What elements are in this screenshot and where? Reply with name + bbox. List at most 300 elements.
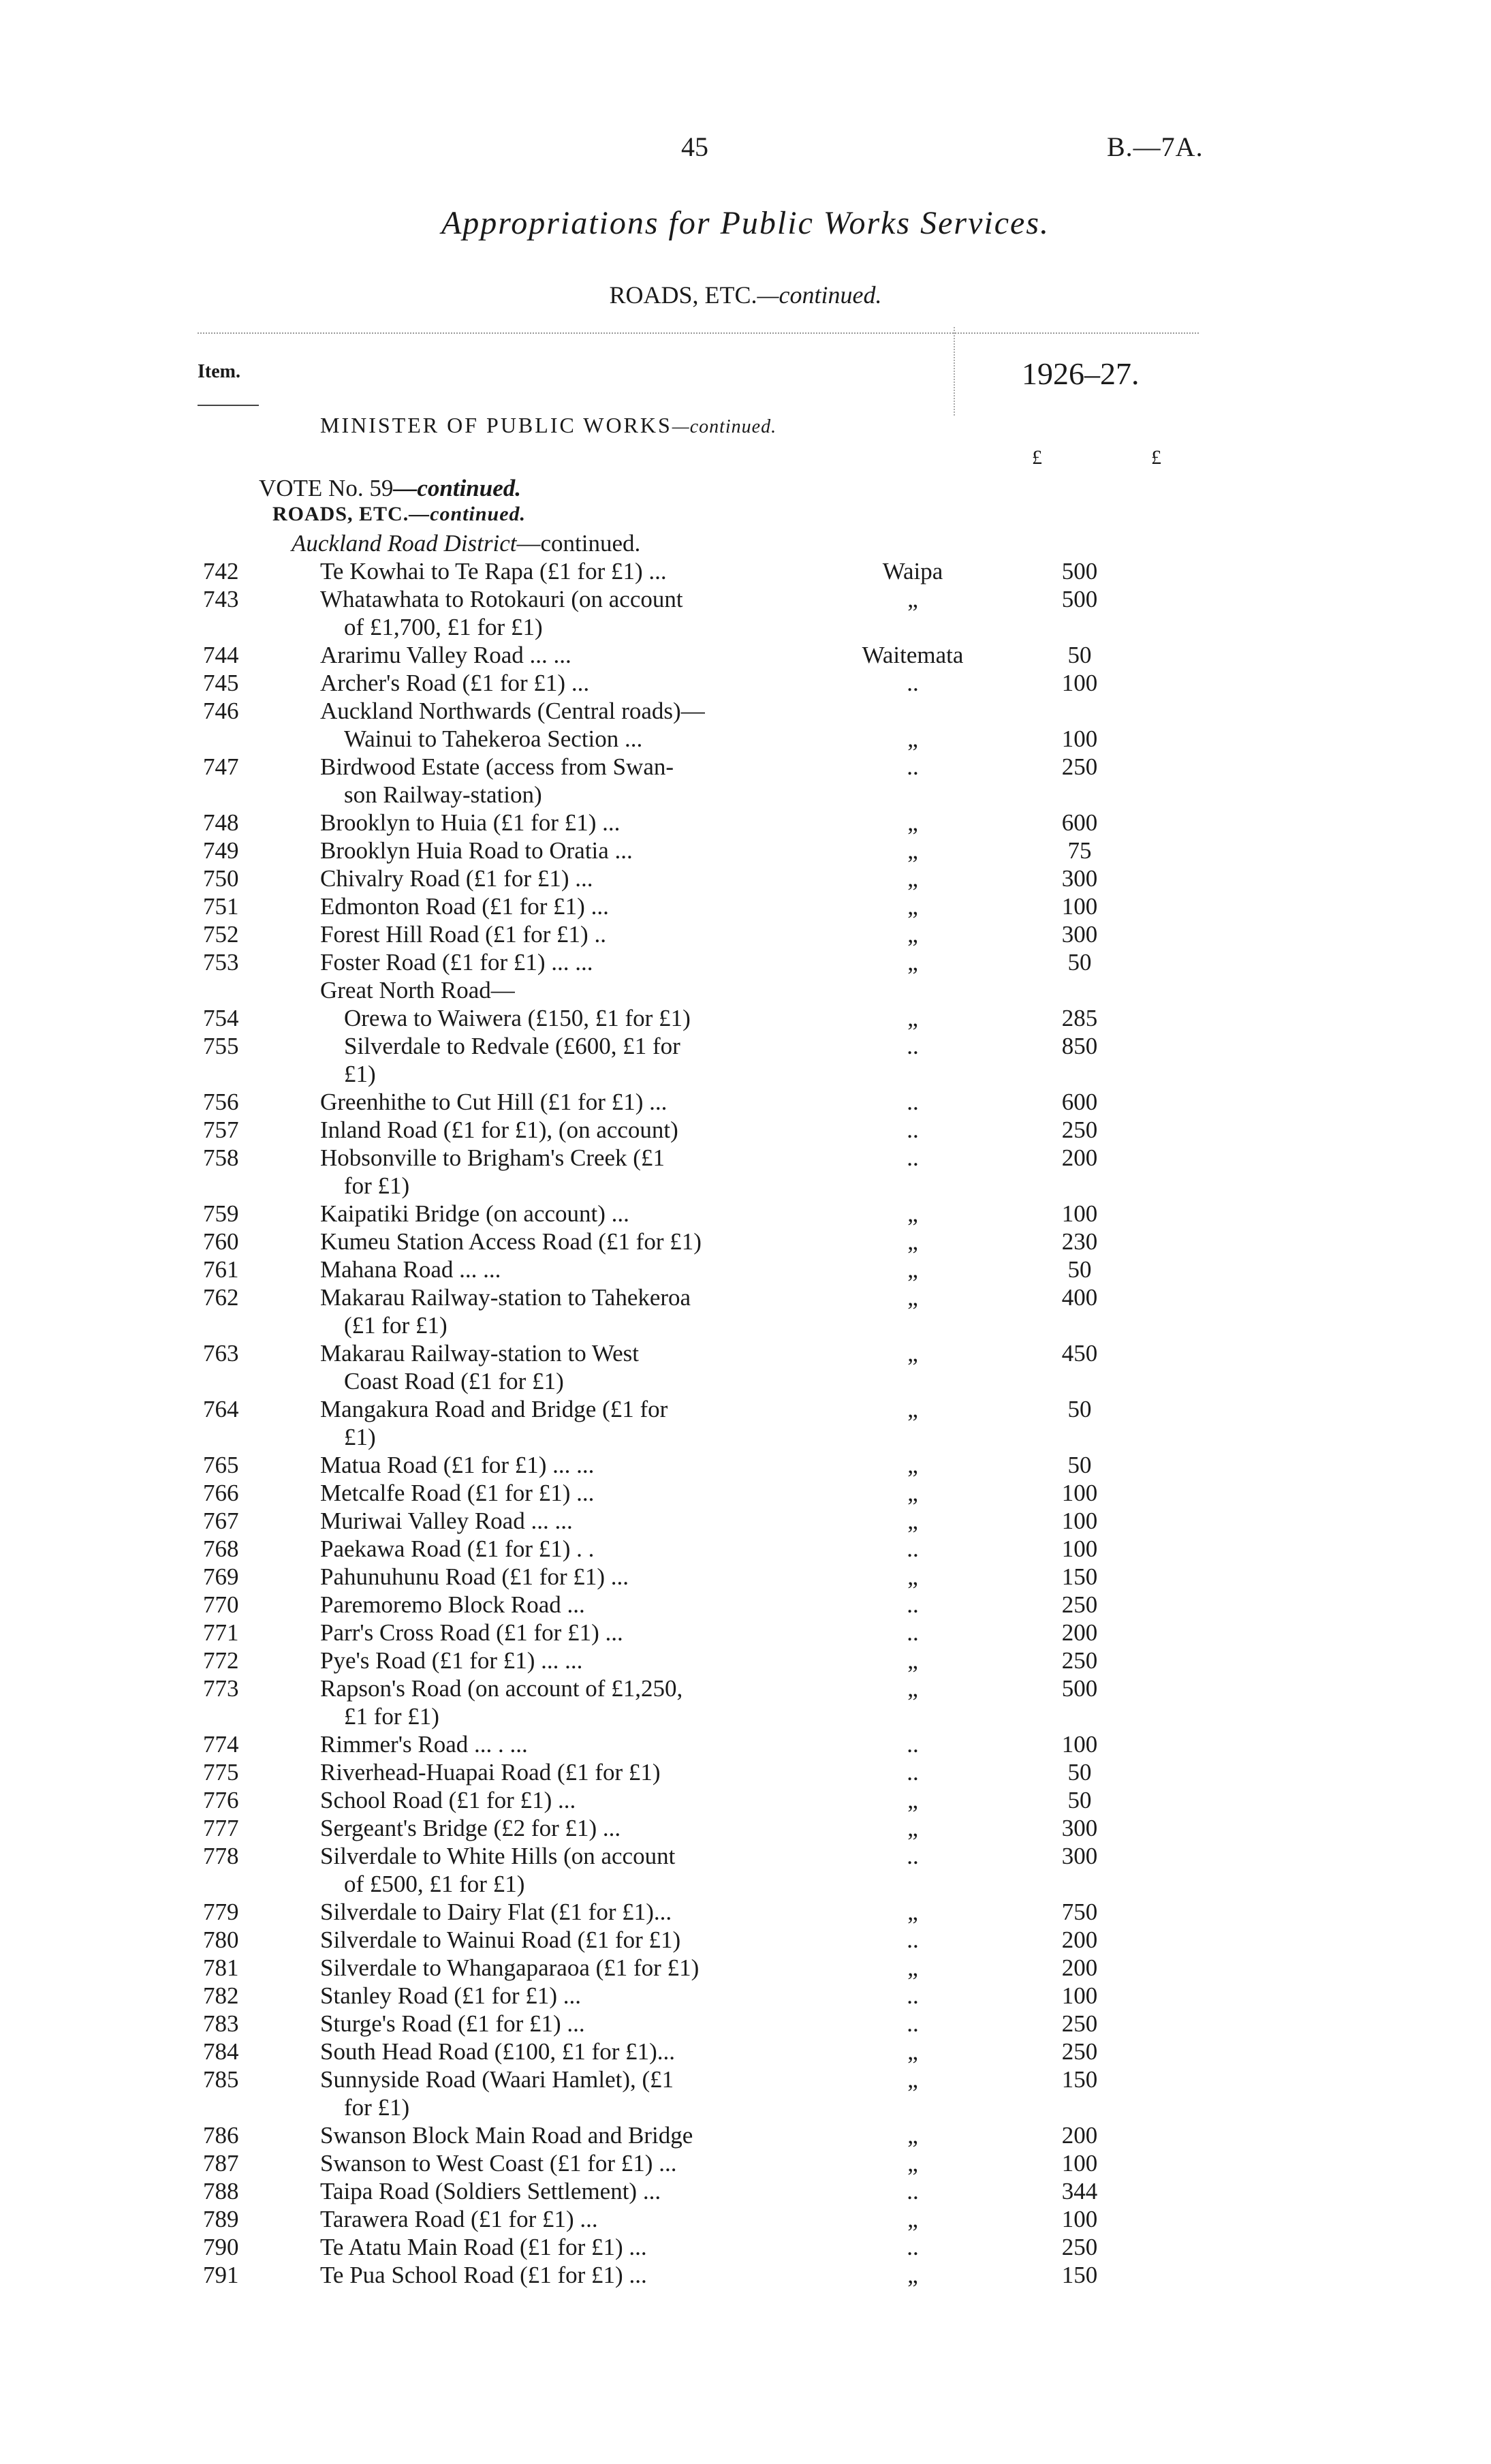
district-name: Auckland Road District xyxy=(292,530,517,557)
amount: 400 xyxy=(1061,1284,1098,1311)
table-row xyxy=(0,1283,1491,1311)
amount: 300 xyxy=(1061,1843,1098,1869)
item-description: Paremoremo Block Road ... xyxy=(320,1591,585,1618)
table-row xyxy=(0,1339,1491,1367)
amount: 100 xyxy=(1061,1508,1098,1534)
table-row xyxy=(0,1982,1491,2010)
road-district: „ xyxy=(907,2038,918,2065)
item-number: 778 xyxy=(203,1843,239,1869)
ministry-name: MINISTER OF PUBLIC WORKS xyxy=(320,413,672,437)
road-district: Waitemata xyxy=(862,642,964,668)
item-description: Sturge's Road (£1 for £1) ... xyxy=(320,2010,585,2037)
table-row xyxy=(0,641,1491,669)
amount: 100 xyxy=(1061,2150,1098,2177)
road-district: .. xyxy=(907,2234,919,2260)
table-row xyxy=(0,725,1491,753)
item-number: 776 xyxy=(203,1787,239,1813)
item-number: 791 xyxy=(203,2262,239,2288)
road-district: .. xyxy=(907,1982,919,2009)
amount: 250 xyxy=(1061,1117,1098,1143)
item-description: Metcalfe Road (£1 for £1) ... xyxy=(320,1480,595,1506)
item-number: 762 xyxy=(203,1284,239,1311)
item-description: Silverdale to Wainui Road (£1 for £1) xyxy=(320,1927,681,1953)
page-number: 45 xyxy=(681,131,708,162)
table-row xyxy=(0,2177,1491,2205)
table-row xyxy=(0,1172,1491,1200)
item-number: 779 xyxy=(203,1899,239,1925)
table-row xyxy=(0,697,1491,725)
table-row xyxy=(0,1898,1491,1926)
road-district: „ xyxy=(907,837,918,864)
item-description: Te Atatu Main Road (£1 for £1) ... xyxy=(320,2234,647,2260)
road-district: .. xyxy=(907,1731,919,1758)
item-description: for £1) xyxy=(344,2094,410,2121)
item-description: Hobsonville to Brigham's Creek (£1 xyxy=(320,1144,665,1171)
road-district: .. xyxy=(907,670,919,696)
amount: 50 xyxy=(1067,1396,1092,1422)
amount: 600 xyxy=(1061,1089,1098,1115)
item-description: Mangakura Road and Bridge (£1 for xyxy=(320,1396,668,1422)
amount: 250 xyxy=(1061,1591,1098,1618)
item-description: Silverdale to Dairy Flat (£1 for £1)... xyxy=(320,1899,672,1925)
road-district: „ xyxy=(907,1284,918,1311)
item-number: 753 xyxy=(203,949,239,976)
amount: 250 xyxy=(1061,2234,1098,2260)
road-district: .. xyxy=(907,1843,919,1869)
amount: 100 xyxy=(1061,670,1098,696)
amount: 500 xyxy=(1061,1675,1098,1702)
item-description: Wainui to Tahekeroa Section ... xyxy=(344,726,643,752)
item-description: Riverhead-Huapai Road (£1 for £1) xyxy=(320,1759,661,1785)
item-number: 783 xyxy=(203,2010,239,2037)
road-district: „ xyxy=(907,1340,918,1367)
item-description: Orewa to Waiwera (£150, £1 for £1) xyxy=(344,1005,691,1031)
year-column-header: 1926–27. xyxy=(1022,356,1140,391)
item-description: Auckland Northwards (Central roads)— xyxy=(320,698,705,724)
amount: 100 xyxy=(1061,1982,1098,2009)
amount: 500 xyxy=(1061,586,1098,612)
section-continued: —continued. xyxy=(757,281,882,309)
amount: 344 xyxy=(1061,2178,1098,2204)
road-district: „ xyxy=(907,2150,918,2177)
amount: 50 xyxy=(1067,1256,1092,1283)
column-rule xyxy=(954,327,955,416)
road-district: „ xyxy=(907,865,918,892)
roads-continued: —continued. xyxy=(409,503,527,525)
item-description: Greenhithe to Cut Hill (£1 for £1) ... xyxy=(320,1089,668,1115)
amount: 500 xyxy=(1061,558,1098,584)
amount: 250 xyxy=(1061,1647,1098,1674)
item-number: 784 xyxy=(203,2038,239,2065)
road-district: „ xyxy=(907,949,918,976)
amount: 200 xyxy=(1061,1619,1098,1646)
item-description: Brooklyn to Huia (£1 for £1) ... xyxy=(320,809,621,836)
item-number: 780 xyxy=(203,1927,239,1953)
amount: 250 xyxy=(1061,753,1098,780)
road-district: „ xyxy=(907,726,918,752)
item-header-rule xyxy=(198,405,259,406)
item-number: 751 xyxy=(203,893,239,920)
item-number: 786 xyxy=(203,2122,239,2149)
item-number: 756 xyxy=(203,1089,239,1115)
item-description: Foster Road (£1 for £1) ... ... xyxy=(320,949,593,976)
table-row xyxy=(0,1116,1491,1144)
road-district: „ xyxy=(907,1396,918,1422)
item-description: Pahunuhunu Road (£1 for £1) ... xyxy=(320,1563,629,1590)
item-description: Whatawhata to Rotokauri (on account xyxy=(320,586,683,612)
item-number: 787 xyxy=(203,2150,239,2177)
item-number: 754 xyxy=(203,1005,239,1031)
item-description: Silverdale to White Hills (on account xyxy=(320,1843,676,1869)
table-row xyxy=(0,1479,1491,1507)
item-description: Archer's Road (£1 for £1) ... xyxy=(320,670,590,696)
item-number: 749 xyxy=(203,837,239,864)
table-row xyxy=(0,2233,1491,2261)
table-row xyxy=(0,2121,1491,2149)
amount: 100 xyxy=(1061,726,1098,752)
table-row xyxy=(0,1004,1491,1032)
road-district: „ xyxy=(907,1480,918,1506)
table-row xyxy=(0,809,1491,837)
item-number: 782 xyxy=(203,1982,239,2009)
road-district: „ xyxy=(907,1563,918,1590)
table-row xyxy=(0,1060,1491,1088)
vote-continued: —continued. xyxy=(393,475,522,501)
table-row xyxy=(0,1200,1491,1228)
item-description: Sergeant's Bridge (£2 for £1) ... xyxy=(320,1815,621,1841)
currency-symbol-2: £ xyxy=(1151,446,1161,469)
amount: 285 xyxy=(1061,1005,1098,1031)
amount: 300 xyxy=(1061,1815,1098,1841)
table-row xyxy=(0,753,1491,781)
item-description: £1) xyxy=(344,1061,376,1087)
amount: 100 xyxy=(1061,2206,1098,2232)
item-description: Kumeu Station Access Road (£1 for £1) xyxy=(320,1228,702,1255)
ministry-continued: —continued. xyxy=(672,416,777,437)
amount: 100 xyxy=(1061,1480,1098,1506)
road-district: „ xyxy=(907,1815,918,1841)
header-rule xyxy=(198,332,1199,334)
road-district: .. xyxy=(907,1033,919,1059)
amount: 300 xyxy=(1061,865,1098,892)
table-row xyxy=(0,1088,1491,1116)
section-heading xyxy=(0,281,1491,309)
item-description: Great North Road— xyxy=(320,977,515,1003)
item-description: for £1) xyxy=(344,1172,410,1199)
item-description: £1 for £1) xyxy=(344,1703,439,1730)
table-row xyxy=(0,1758,1491,1786)
amount: 100 xyxy=(1061,1200,1098,1227)
item-description: of £1,700, £1 for £1) xyxy=(344,614,543,640)
table-row xyxy=(0,1256,1491,1283)
table-row xyxy=(0,1619,1491,1647)
item-number: 757 xyxy=(203,1117,239,1143)
table-row xyxy=(0,669,1491,697)
item-number: 785 xyxy=(203,2066,239,2093)
road-district: Waipa xyxy=(882,558,943,584)
table-row xyxy=(0,948,1491,976)
road-district: „ xyxy=(907,1200,918,1227)
road-district: .. xyxy=(907,1619,919,1646)
district-heading xyxy=(292,530,640,557)
road-district: .. xyxy=(907,1927,919,1953)
table-row xyxy=(0,837,1491,864)
appropriations-table xyxy=(0,557,1491,2289)
item-number: 755 xyxy=(203,1033,239,1059)
item-description: Inland Road (£1 for £1), (on account) xyxy=(320,1117,678,1143)
document-reference: B.—7A. xyxy=(1107,131,1204,162)
table-row xyxy=(0,1702,1491,1730)
item-description: Rapson's Road (on account of £1,250, xyxy=(320,1675,683,1702)
item-number: 750 xyxy=(203,865,239,892)
road-district: .. xyxy=(907,1591,919,1618)
item-number: 790 xyxy=(203,2234,239,2260)
item-number: 770 xyxy=(203,1591,239,1618)
table-row xyxy=(0,1144,1491,1172)
amount: 150 xyxy=(1061,2262,1098,2288)
table-row xyxy=(0,1842,1491,1870)
item-number: 759 xyxy=(203,1200,239,1227)
table-row xyxy=(0,2093,1491,2121)
table-row xyxy=(0,1814,1491,1842)
district-continued: —continued. xyxy=(516,530,641,557)
item-number: 772 xyxy=(203,1647,239,1674)
road-district: „ xyxy=(907,1647,918,1674)
amount: 50 xyxy=(1067,1452,1092,1478)
road-district: „ xyxy=(907,2262,918,2288)
item-description: Makarau Railway-station to West xyxy=(320,1340,639,1367)
table-row xyxy=(0,2261,1491,2289)
table-row xyxy=(0,1367,1491,1395)
table-row xyxy=(0,1563,1491,1591)
table-row xyxy=(0,1507,1491,1535)
item-number: 760 xyxy=(203,1228,239,1255)
road-district: „ xyxy=(907,2122,918,2149)
item-description: Makarau Railway-station to Tahekeroa xyxy=(320,1284,691,1311)
item-description: Rimmer's Road ... . ... xyxy=(320,1731,528,1758)
item-number: 748 xyxy=(203,809,239,836)
table-row xyxy=(0,2149,1491,2177)
vote-label: VOTE No. 59 xyxy=(259,475,394,501)
item-description: Forest Hill Road (£1 for £1) .. xyxy=(320,921,606,948)
table-row xyxy=(0,2205,1491,2233)
road-district: .. xyxy=(907,1089,919,1115)
amount: 50 xyxy=(1067,642,1092,668)
item-description: Edmonton Road (£1 for £1) ... xyxy=(320,893,609,920)
amount: 250 xyxy=(1061,2010,1098,2037)
item-description: Brooklyn Huia Road to Oratia ... xyxy=(320,837,633,864)
table-row xyxy=(0,1786,1491,1814)
item-number: 761 xyxy=(203,1256,239,1283)
item-description: Pye's Road (£1 for £1) ... ... xyxy=(320,1647,583,1674)
item-description: School Road (£1 for £1) ... xyxy=(320,1787,576,1813)
table-row xyxy=(0,1730,1491,1758)
item-description: Matua Road (£1 for £1) ... ... xyxy=(320,1452,595,1478)
item-number: 763 xyxy=(203,1340,239,1367)
table-row xyxy=(0,1423,1491,1451)
road-district: „ xyxy=(907,1675,918,1702)
table-row xyxy=(0,1395,1491,1423)
section-name: ROADS, ETC. xyxy=(609,281,757,309)
table-row xyxy=(0,976,1491,1004)
item-number: 765 xyxy=(203,1452,239,1478)
amount: 50 xyxy=(1067,949,1092,976)
item-number: 766 xyxy=(203,1480,239,1506)
amount: 200 xyxy=(1061,1927,1098,1953)
road-district: .. xyxy=(907,1144,919,1171)
item-number: 775 xyxy=(203,1759,239,1785)
road-district: „ xyxy=(907,1452,918,1478)
item-number: 768 xyxy=(203,1535,239,1562)
amount: 200 xyxy=(1061,1144,1098,1171)
road-district: .. xyxy=(907,2178,919,2204)
item-description: Coast Road (£1 for £1) xyxy=(344,1368,564,1394)
item-description: South Head Road (£100, £1 for £1)... xyxy=(320,2038,676,2065)
item-description: £1) xyxy=(344,1424,376,1450)
item-number: 788 xyxy=(203,2178,239,2204)
road-district: „ xyxy=(907,893,918,920)
road-district: „ xyxy=(907,586,918,612)
item-number: 752 xyxy=(203,921,239,948)
amount: 600 xyxy=(1061,809,1098,836)
amount: 150 xyxy=(1061,2066,1098,2093)
table-row xyxy=(0,1451,1491,1479)
item-number: 742 xyxy=(203,558,239,584)
amount: 750 xyxy=(1061,1899,1098,1925)
table-row xyxy=(0,1591,1491,1619)
road-district: .. xyxy=(907,2010,919,2037)
amount: 850 xyxy=(1061,1033,1098,1059)
item-number: 764 xyxy=(203,1396,239,1422)
table-row xyxy=(0,1674,1491,1702)
road-district: „ xyxy=(907,921,918,948)
item-description: Taipa Road (Soldiers Settlement) ... xyxy=(320,2178,661,2204)
item-number: 758 xyxy=(203,1144,239,1171)
table-row xyxy=(0,1954,1491,1982)
item-number: 777 xyxy=(203,1815,239,1841)
item-number: 774 xyxy=(203,1731,239,1758)
road-district: „ xyxy=(907,2206,918,2232)
road-district: .. xyxy=(907,1535,919,1562)
table-row xyxy=(0,864,1491,892)
road-district: .. xyxy=(907,1117,919,1143)
item-column-header: Item. xyxy=(198,361,240,382)
table-row xyxy=(0,920,1491,948)
item-description: Paekawa Road (£1 for £1) . . xyxy=(320,1535,595,1562)
item-description: of £500, £1 for £1) xyxy=(344,1871,525,1897)
amount: 50 xyxy=(1067,1759,1092,1785)
item-number: 789 xyxy=(203,2206,239,2232)
road-district: „ xyxy=(907,1228,918,1255)
table-row xyxy=(0,1647,1491,1674)
item-description: Stanley Road (£1 for £1) ... xyxy=(320,1982,581,2009)
table-row xyxy=(0,1535,1491,1563)
item-description: Silverdale to Redvale (£600, £1 for xyxy=(344,1033,680,1059)
table-row xyxy=(0,613,1491,641)
table-row xyxy=(0,892,1491,920)
road-district: .. xyxy=(907,753,919,780)
item-description: Te Pua School Road (£1 for £1) ... xyxy=(320,2262,647,2288)
table-row xyxy=(0,2010,1491,2038)
item-number: 769 xyxy=(203,1563,239,1590)
table-row xyxy=(0,585,1491,613)
roads-label: ROADS, ETC. xyxy=(272,503,409,525)
road-district: „ xyxy=(907,809,918,836)
ministry-heading xyxy=(320,413,776,438)
amount: 100 xyxy=(1061,893,1098,920)
amount: 50 xyxy=(1067,1787,1092,1813)
item-description: Muriwai Valley Road ... ... xyxy=(320,1508,573,1534)
amount: 250 xyxy=(1061,2038,1098,2065)
table-row xyxy=(0,2065,1491,2093)
item-number: 771 xyxy=(203,1619,239,1646)
amount: 75 xyxy=(1067,837,1092,864)
item-description: Mahana Road ... ... xyxy=(320,1256,501,1283)
item-description: Tarawera Road (£1 for £1) ... xyxy=(320,2206,598,2232)
item-description: Parr's Cross Road (£1 for £1) ... xyxy=(320,1619,623,1646)
amount: 450 xyxy=(1061,1340,1098,1367)
road-district: „ xyxy=(907,2066,918,2093)
item-description: Swanson Block Main Road and Bridge xyxy=(320,2122,693,2149)
item-description: Te Kowhai to Te Rapa (£1 for £1) ... xyxy=(320,558,667,584)
item-number: 745 xyxy=(203,670,239,696)
item-description: Ararimu Valley Road ... ... xyxy=(320,642,571,668)
item-number: 773 xyxy=(203,1675,239,1702)
table-row xyxy=(0,1311,1491,1339)
road-district: „ xyxy=(907,1954,918,1981)
item-description: Sunnyside Road (Waari Hamlet), (£1 xyxy=(320,2066,674,2093)
item-number: 746 xyxy=(203,698,239,724)
table-row xyxy=(0,1870,1491,1898)
item-description: son Railway-station) xyxy=(344,781,542,808)
amount: 100 xyxy=(1061,1535,1098,1562)
road-district: „ xyxy=(907,1256,918,1283)
table-row xyxy=(0,1032,1491,1060)
amount: 200 xyxy=(1061,1954,1098,1981)
table-row xyxy=(0,2038,1491,2065)
page-title: Appropriations for Public Works Services. xyxy=(441,205,1050,241)
road-district: „ xyxy=(907,1787,918,1813)
table-row xyxy=(0,1926,1491,1954)
item-description: Swanson to West Coast (£1 for £1) ... xyxy=(320,2150,677,2177)
road-district: „ xyxy=(907,1508,918,1534)
item-number: 767 xyxy=(203,1508,239,1534)
table-row xyxy=(0,781,1491,809)
road-district: „ xyxy=(907,1899,918,1925)
item-number: 744 xyxy=(203,642,239,668)
item-description: Kaipatiki Bridge (on account) ... xyxy=(320,1200,629,1227)
roads-heading xyxy=(272,503,526,526)
vote-heading xyxy=(259,475,521,502)
amount: 100 xyxy=(1061,1731,1098,1758)
item-number: 781 xyxy=(203,1954,239,1981)
currency-symbol-1: £ xyxy=(1032,446,1042,469)
amount: 150 xyxy=(1061,1563,1098,1590)
item-number: 747 xyxy=(203,753,239,780)
item-number: 743 xyxy=(203,586,239,612)
table-row xyxy=(0,557,1491,585)
road-district: „ xyxy=(907,1005,918,1031)
item-description: Chivalry Road (£1 for £1) ... xyxy=(320,865,593,892)
item-description: (£1 for £1) xyxy=(344,1312,448,1339)
amount: 230 xyxy=(1061,1228,1098,1255)
item-description: Birdwood Estate (access from Swan- xyxy=(320,753,674,780)
table-row xyxy=(0,1228,1491,1256)
item-description: Silverdale to Whangaparaoa (£1 for £1) xyxy=(320,1954,700,1981)
road-district: .. xyxy=(907,1759,919,1785)
amount: 300 xyxy=(1061,921,1098,948)
amount: 200 xyxy=(1061,2122,1098,2149)
